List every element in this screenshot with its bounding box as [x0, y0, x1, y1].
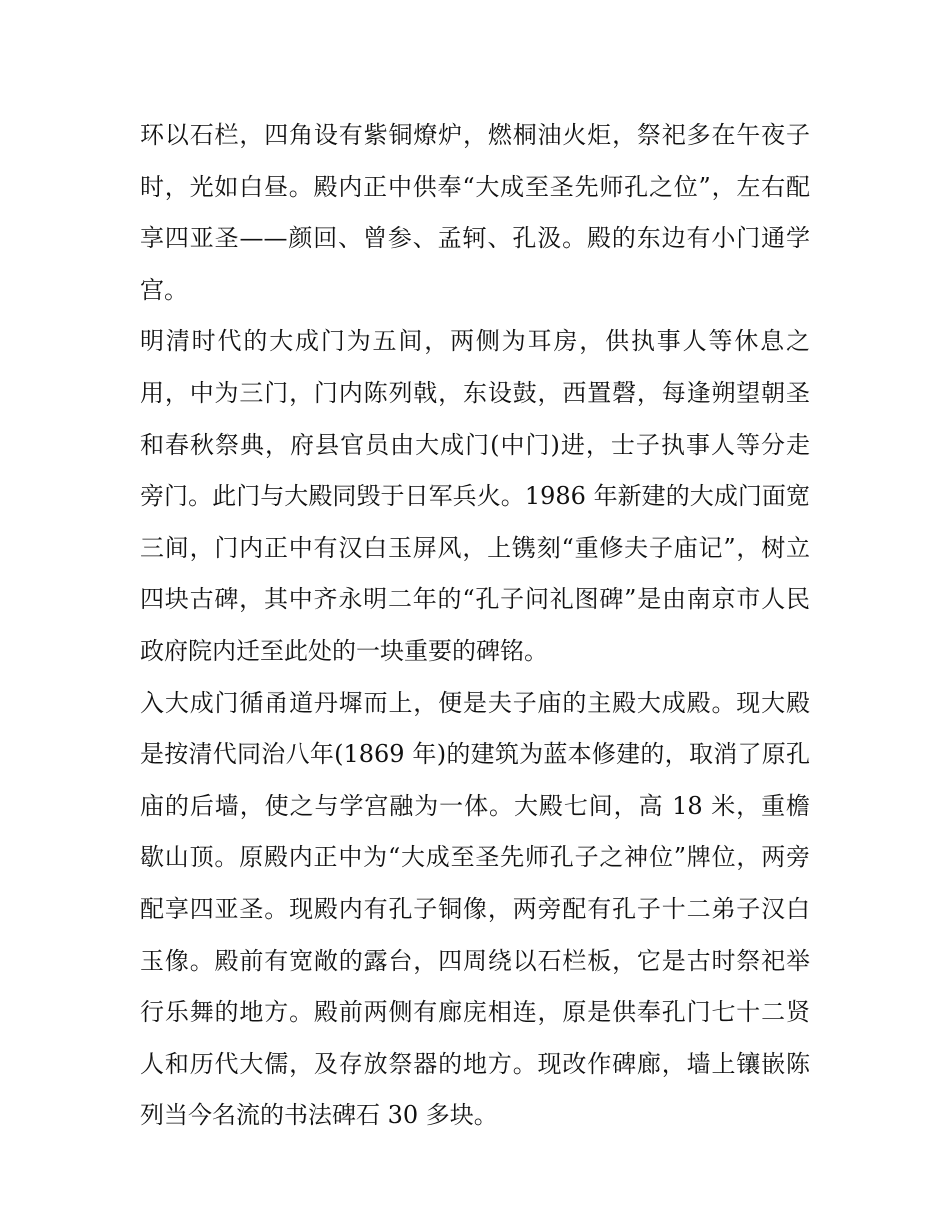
paragraph-1-line-3: 享四亚圣——颜回、曾参、孟轲、孔汲。殿的东边有小门通学	[140, 224, 810, 253]
paragraph-2-line-4: 旁门。此门与大殿同毁于日军兵火。1986 年新建的大成门面宽	[140, 482, 810, 511]
paragraph-1-line-2: 时，光如白昼。殿内正中供奉“大成至圣先师孔之位”，左右配	[140, 172, 810, 201]
paragraph-3-line-8: 人和历代大儒，及存放祭器的地方。现改作碑廊，墙上镶嵌陈	[140, 1049, 810, 1078]
paragraph-3-line-5: 配享四亚圣。现殿内有孔子铜像，两旁配有孔子十二弟子汉白	[140, 894, 810, 923]
paragraph-2-line-6: 四块古碑，其中齐永明二年的“孔子问礼图碑”是由南京市人民	[140, 585, 810, 614]
paragraph-3-line-7: 行乐舞的地方。殿前两侧有廊庑相连，原是供奉孔门七十二贤	[140, 998, 810, 1027]
paragraph-2-line-1: 明清时代的大成门为五间，两侧为耳房，供执事人等休息之	[140, 327, 810, 356]
paragraph-2-line-7: 政府院内迁至此处的一块重要的碑铭。	[140, 636, 548, 665]
paragraph-3-line-4: 歇山顶。原殿内正中为“大成至圣先师孔子之神位”牌位，两旁	[140, 843, 810, 872]
paragraph-3-line-2: 是按清代同治八年(1869 年)的建筑为蓝本修建的，取消了原孔	[140, 740, 810, 769]
document-body	[140, 110, 810, 1142]
paragraph-2-line-2: 用，中为三门，门内陈列戟，东设鼓，西置磬，每逢朔望朝圣	[140, 378, 810, 407]
paragraph-2-line-3: 和春秋祭典，府县官员由大成门(中门)进，士子执事人等分走	[140, 430, 810, 459]
paragraph-3-line-6: 玉像。殿前有宽敞的露台，四周绕以石栏板，它是古时祭祀举	[140, 946, 810, 975]
paragraph-3-line-1: 入大成门循甬道丹墀而上，便是夫子庙的主殿大成殿。现大殿	[140, 688, 810, 717]
paragraph-2-line-5: 三间，门内正中有汉白玉屏风，上镌刻“重修夫子庙记”，树立	[140, 533, 810, 562]
paragraph-1-line-1: 环以石栏，四角设有紫铜燎炉，燃桐油火炬，祭祀多在午夜子	[140, 121, 810, 149]
paragraph-3-line-9: 列当今名流的书法碑石 30 多块。	[140, 1101, 498, 1130]
paragraph-3-line-3: 庙的后墙，使之与学宫融为一体。大殿七间，高 18 米，重檐	[140, 791, 810, 820]
paragraph-1-line-4: 宫。	[140, 275, 188, 304]
